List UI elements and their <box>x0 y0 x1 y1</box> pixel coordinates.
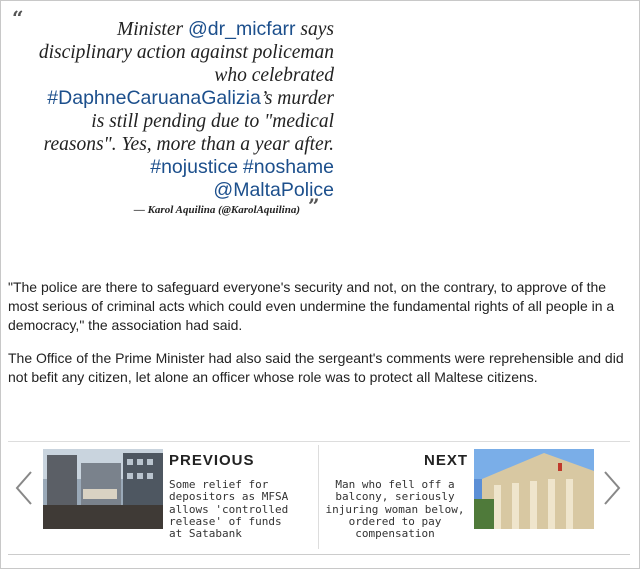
previous-article-thumbnail[interactable] <box>43 449 163 529</box>
quote-link[interactable]: #nojustice <box>150 156 239 178</box>
quote-attribution[interactable]: — Karol Aquilina (@KarolAquilina) <box>133 204 300 216</box>
quote-text <box>32 18 334 202</box>
next-article-title[interactable]: Man who fell off a balcony, seriously injuring woman below, ordered to pay compensation <box>325 478 465 541</box>
article-paragraph: "The police are there to safeguard everyone's security and not, on the contrary, to approve of the most serious of criminal acts which could even undermine the fundamental rights of all people in a democracy," the association had said. <box>8 279 615 333</box>
open-quote-icon: “ <box>12 6 24 30</box>
nav-divider-middle <box>318 445 319 549</box>
close-quote-icon: ” <box>308 194 320 218</box>
previous-heading[interactable]: PREVIOUS <box>169 452 255 469</box>
quote-link[interactable]: @MaltaPolice <box>213 179 334 201</box>
quote-link[interactable]: #DaphneCaruanaGalizia <box>47 87 261 109</box>
nav-divider-bottom <box>8 554 630 555</box>
quote-text-segment: ’s murder is still pending due to "medical reasons". Yes, more than a year after. <box>43 88 334 155</box>
nav-divider-top <box>8 441 630 442</box>
quote-link[interactable]: @dr_micfarr <box>187 18 296 40</box>
next-heading[interactable]: NEXT <box>423 452 468 469</box>
chevron-left-icon[interactable] <box>14 470 34 506</box>
chevron-right-icon[interactable] <box>602 470 622 506</box>
quote-text-segment: Minister <box>117 19 188 40</box>
quote-link[interactable]: #noshame <box>242 156 334 178</box>
next-article-thumbnail[interactable] <box>474 449 594 529</box>
quote-text-segment: says disciplinary action against policeman who celebrated <box>38 19 334 86</box>
previous-article-title[interactable]: Some relief for depositors as MFSA allows 'controlled release' of funds at Satabank <box>169 478 289 541</box>
article-paragraph: The Office of the Prime Minister had also said the sergeant's comments were reprehensible and did not befit any citizen, let alone an officer whose role was to protect all Maltese citizens. <box>8 350 624 385</box>
